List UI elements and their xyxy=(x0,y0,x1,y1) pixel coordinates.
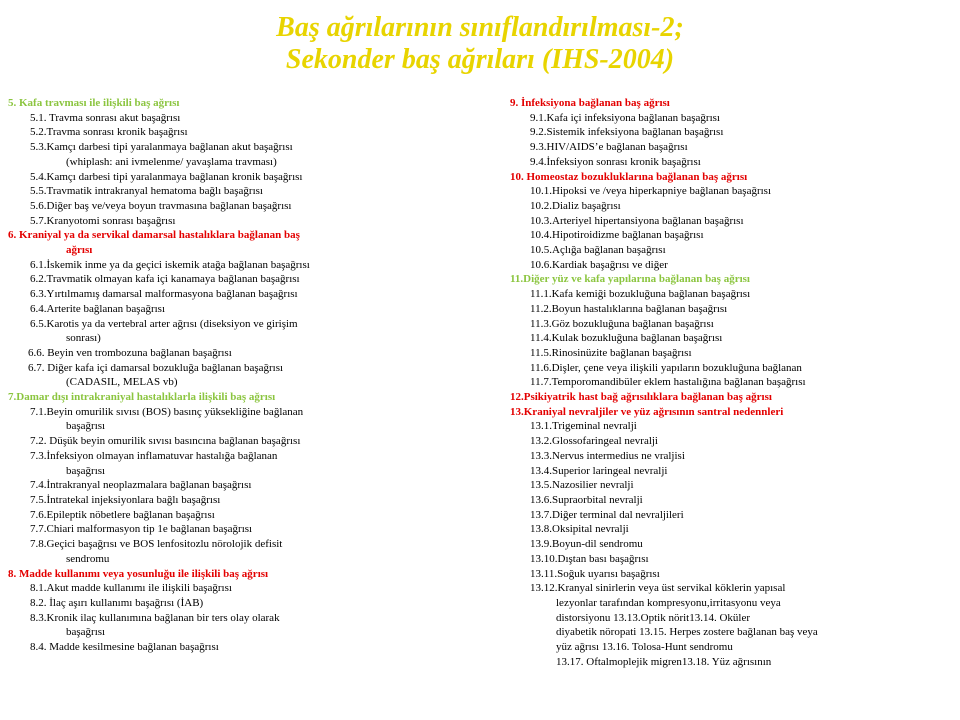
list-item: 6.1.İskemik inme ya da geçici iskemik atağa bağlanan başağrısı xyxy=(30,258,310,271)
list-item: 5.3.Kamçı darbesi tipi yaralanmaya bağlanan akut başağrısı xyxy=(30,141,293,154)
list-item: 13.4.Superior laringeal nevralji xyxy=(530,464,668,477)
list-item: 13.3.Nervus intermedius ne vraljisi xyxy=(530,449,685,462)
list-item-continuation: yüz ağrısı 13.16. Tolosa-Hunt sendromu xyxy=(556,641,733,654)
category-heading: 9. İnfeksiyona bağlanan baş ağrısı xyxy=(510,97,670,109)
list-item: 13.8.Oksipital nevralji xyxy=(530,523,629,536)
category-heading: 13.Kraniyal nevraljiler ve yüz ağrısının santral nedennleri xyxy=(510,405,784,418)
category-heading: 12.Psikiyatrik hast bağ ağrısılıklara bağlanan baş ağrısı xyxy=(510,391,772,404)
list-item: 9.4.İnfeksiyon sonrası kronik başağrısı xyxy=(530,155,701,168)
category-heading: 8. Madde kullanımı veya yosunluğu ile ilişkili baş ağrısı xyxy=(8,567,269,580)
slide-title xyxy=(0,12,960,76)
list-item: 6.5.Karotis ya da vertebral arter ağrısı (diseksiyon ve girişim xyxy=(30,317,298,330)
list-item: 10.2.Dializ başağrısı xyxy=(530,199,621,212)
list-item: 11.5.Rinosinüzite bağlanan başağrısı xyxy=(530,346,692,359)
list-item-continuation: 13.17. Oftalmoplejik migren13.18. Yüz ağrısının xyxy=(556,655,772,668)
category-heading-continuation: ağrısı xyxy=(66,244,93,257)
list-item: 5.6.Diğer baş ve/veya boyun travmasına bağlanan başağrısı xyxy=(30,199,292,212)
list-item: 11.4.Kulak bozukluğuna bağlanan başağrısı xyxy=(530,332,723,345)
list-item: 6.4.Arterite bağlanan başağrısı xyxy=(30,302,166,315)
category-heading: 11.Diğer yüz ve kafa yapılarına bağlanan baş ağrısı xyxy=(510,273,750,286)
list-item-continuation: sonrası) xyxy=(66,332,101,345)
list-item: 7.1.Beyin omurilik sıvısı (BOS) basınç yüksekliğine bağlanan xyxy=(30,405,304,418)
list-item: 7.6.Epileptik nöbetlere bağlanan başağrısı xyxy=(30,508,215,521)
list-item: 13.9.Boyun-dil sendromu xyxy=(530,538,643,551)
list-item: 13.12.Kranyal sinirlerin veya üst servikal köklerin yapısal xyxy=(530,582,786,595)
list-item: 5.7.Kranyotomi sonrası başağrısı xyxy=(30,214,176,227)
category-heading: 6. Kraniyal ya da servikal damarsal hastalıklara bağlanan baş xyxy=(8,229,300,242)
list-item: 7.8.Geçici başağrısı ve BOS lenfositozlu nörolojik defisit xyxy=(30,538,283,551)
list-item: 10.6.Kardiak başağrısı ve diğer xyxy=(530,258,668,271)
list-item: 9.2.Sistemik infeksiyona bağlanan başağrısı xyxy=(530,126,724,139)
list-item: 11.6.Dişler, çene veya ilişkili yapıların bozukluğuna bağlanan xyxy=(530,361,802,374)
right-column xyxy=(510,96,955,669)
list-item: 8.3.Kronik ilaç kullanımına bağlanan bir ters olay olarak xyxy=(30,611,280,624)
list-item-continuation: başağrısı xyxy=(66,420,106,433)
list-item: 7.4.İntrakranyal neoplazmalara bağlanan başağrısı xyxy=(30,479,252,492)
list-item-continuation: lezyonlar tarafından kompresyonu,irritasyonu veya xyxy=(556,596,781,609)
list-item: 13.5.Nazosilier nevralji xyxy=(530,479,634,492)
list-item: 6.7. Diğer kafa içi damarsal bozukluğa bağlanan başağrısı xyxy=(28,361,284,374)
list-item-continuation: (whiplash: ani ivmelenme/ yavaşlama travması) xyxy=(66,155,277,168)
list-item-continuation: (CADASIL, MELAS vb) xyxy=(66,376,178,389)
list-item: 10.3.Arteriyel hipertansiyona bağlanan başağrısı xyxy=(530,214,744,227)
list-item: 13.1.Trigeminal nevralji xyxy=(530,420,637,433)
title-line-2: Sekonder baş ağrıları (IHS-2004) xyxy=(285,44,675,75)
list-item: 11.7.Temporomandibüler eklem hastalığına bağlanan başağrısı xyxy=(530,376,806,389)
list-item: 8.2. İlaç aşırı kullanımı başağrısı (İAB) xyxy=(30,596,204,609)
list-item: 13.2.Glossofaringeal nevralji xyxy=(530,435,658,448)
title-line-1: Baş ağrılarının sınıflandırılması-2; xyxy=(276,12,684,43)
list-item: 7.5.İntratekal injeksiyonlara bağlı başağrısı xyxy=(30,493,221,506)
list-item: 10.1.Hipoksi ve /veya hiperkapniye bağlanan başağrısı xyxy=(530,185,772,198)
list-item-continuation: distorsiyonu 13.13.Optik nörit13.14. Oküler xyxy=(556,611,751,624)
list-item: 7.2. Düşük beyin omurilik sıvısı basıncına bağlanan başağrısı xyxy=(30,435,301,448)
list-item: 11.1.Kafa kemiği bozukluğuna bağlanan başağrısı xyxy=(530,288,751,301)
list-item: 5.4.Kamçı darbesi tipi yaralanmaya bağlanan kronik başağrısı xyxy=(30,170,303,183)
list-item: 7.7.Chiari malformasyon tip 1e bağlanan başağrısı xyxy=(30,523,253,536)
list-item: 8.1.Akut madde kullanımı ile ilişkili başağrısı xyxy=(30,582,232,595)
list-item: 6.6. Beyin ven trombozuna bağlanan başağrısı xyxy=(28,346,232,359)
category-heading: 10. Homeostaz bozukluklarına bağlanan baş ağrısı xyxy=(510,170,748,183)
list-item: 10.5.Açlığa bağlanan başağrısı xyxy=(530,244,666,257)
list-item: 9.1.Kafa içi infeksiyona bağlanan başağrısı xyxy=(530,111,720,124)
list-item: 13.7.Diğer terminal dal nevraljileri xyxy=(530,508,684,521)
list-item-continuation: diyabetik nöropati 13.15. Herpes zostere bağlanan baş veya xyxy=(556,626,818,639)
list-item: 13.10.Dıştan bası başağrısı xyxy=(530,552,649,565)
list-item: 8.4. Madde kesilmesine bağlanan başağrısı xyxy=(30,641,219,654)
list-item: 13.6.Supraorbital nevralji xyxy=(530,493,643,506)
list-item: 5.5.Travmatik intrakranyal hematoma bağlı başağrısı xyxy=(30,185,263,198)
list-item: 13.11.Soğuk uyarısı başağrısı xyxy=(530,567,660,580)
category-heading: 5. Kafa travması ile ilişkili baş ağrısı xyxy=(8,97,180,109)
list-item: 5.1. Travma sonrası akut başağrısı xyxy=(30,111,181,124)
list-item: 6.2.Travmatik olmayan kafa içi kanamaya bağlanan başağrısı xyxy=(30,273,300,286)
left-column xyxy=(8,96,508,655)
list-item-continuation: başağrısı xyxy=(66,464,106,477)
list-item: 7.3.İnfeksiyon olmayan inflamatuvar hastalığa bağlanan xyxy=(30,449,278,462)
list-item: 11.2.Boyun hastalıklarına bağlanan başağrısı xyxy=(530,302,728,315)
list-item: 11.3.Göz bozukluğuna bağlanan başağrısı xyxy=(530,317,714,330)
list-item: 9.3.HIV/AIDS’e bağlanan başağrısı xyxy=(530,141,688,154)
category-heading: 7.Damar dışı intrakraniyal hastalıklarla ilişkili baş ağrısı xyxy=(8,391,276,404)
list-item-continuation: başağrısı xyxy=(66,626,106,639)
list-item-continuation: sendromu xyxy=(66,552,110,565)
list-item: 10.4.Hipotiroidizme bağlanan başağrısı xyxy=(530,229,704,242)
list-item: 5.2.Travma sonrası kronik başağrısı xyxy=(30,126,188,139)
list-item: 6.3.Yırtılmamış damarsal malformasyona bağlanan başağrısı xyxy=(30,288,298,301)
